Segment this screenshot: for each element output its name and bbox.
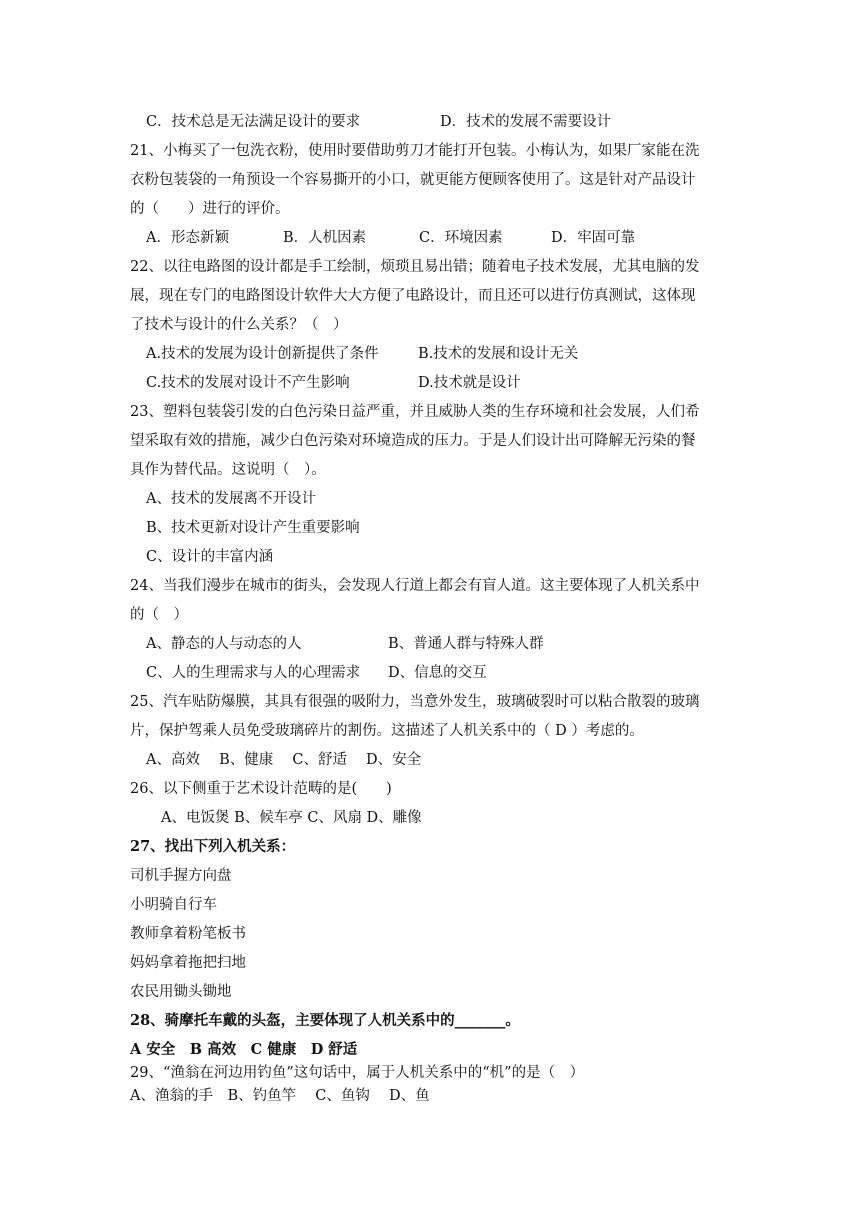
q20-option-d: D．技术的发展不需要设计 (440, 114, 612, 130)
q22-option-c: C.技术的发展对设计不产生影响 (146, 375, 350, 391)
q22-stem-line-1: 22、以往电路图的设计都是手工绘制，烦琐且易出错；随着电子技术发展，尤其电脑的发 (130, 259, 700, 275)
q26-stem: 26、以下侧重于艺术设计范畴的是( ) (130, 781, 392, 797)
q25-options: A、高效 B、健康 C、舒适 D、安全 (146, 752, 422, 768)
q26-options: A、电饭煲 B、候车亭 C、风扇 D、雕像 (161, 810, 422, 826)
q28-stem: 28、骑摩托车戴的头盔，主要体现了人机关系中的_______。 (130, 1012, 520, 1029)
q27-item-1: 司机手握方向盘 (130, 868, 232, 884)
q24-option-c: C、人的生理需求与人的心理需求 (146, 665, 361, 681)
q23-stem-line-1: 23、塑料包装袋引发的白色污染日益严重，并且威胁人类的生存环境和社会发展，人们希 (130, 404, 700, 420)
q24-stem-line-2: 的（ ） (130, 607, 188, 623)
q21-stem-line-3: 的（ ）进行的评价。 (130, 201, 290, 217)
q22-option-b: B.技术的发展和设计无关 (418, 346, 579, 362)
q20-option-c: C．技术总是无法满足设计的要求 (146, 114, 361, 130)
q27-item-4: 妈妈拿着拖把扫地 (130, 955, 246, 971)
q21-stem-line-2: 衣粉包装袋的一角预设一个容易撕开的小口，就更能方便顾客使用了。这是针对产品设计 (130, 172, 696, 188)
q27-stem: 27、找出下列入机关系： (130, 838, 296, 855)
q25-stem-line-2: 片，保护驾乘人员免受玻璃碎片的割伤。这描述了人机关系中的（ D ）考虑的。 (130, 723, 644, 739)
q23-stem-line-2: 望采取有效的措施，减少白色污染对环境造成的压力。于是人们设计出可降解无污染的餐 (130, 433, 696, 449)
q25-stem-line-1: 25、汽车贴防爆膜，其具有很强的吸附力，当意外发生，玻璃破裂时可以粘合散裂的玻璃 (130, 694, 700, 710)
q29-options: A、渔翁的手 B、钓鱼竿 C、鱼钩 D、鱼 (130, 1088, 430, 1104)
q21-option-d: D．牢固可靠 (551, 230, 636, 246)
q23-stem-line-3: 具作为替代品。这说明（ ）。 (130, 462, 326, 478)
q21-stem-line-1: 21、小梅买了一包洗衣粉，使用时要借助剪刀才能打开包装。小梅认为，如果厂家能在洗 (130, 143, 700, 159)
q22-option-a: A.技术的发展为设计创新提供了条件 (146, 346, 379, 362)
q27-item-3: 教师拿着粉笔板书 (130, 926, 246, 942)
q23-option-a: A、技术的发展离不开设计 (146, 491, 316, 507)
q29-stem: 29、“渔翁在河边用钓鱼”这句话中，属于人机关系中的“机”的是（ ） (130, 1065, 585, 1081)
q23-option-b: B、技术更新对设计产生重要影响 (146, 520, 360, 536)
q22-stem-line-3: 了技术与设计的什么关系？（ ） (130, 317, 348, 333)
q21-option-b: B．人机因素 (283, 230, 367, 246)
q24-stem-line-1: 24、当我们漫步在城市的街头，会发现人行道上都会有盲人道。这主要体现了人机关系中 (130, 578, 700, 594)
q21-option-c: C．环境因素 (419, 230, 503, 246)
q22-option-d: D.技术就是设计 (418, 375, 521, 391)
q24-option-d: D、信息的交互 (388, 665, 487, 681)
q21-option-a: A．形态新颖 (146, 230, 229, 246)
q22-stem-line-2: 展，现在专门的电路图设计软件大大方便了电路设计，而且还可以进行仿真测试，这体现 (130, 288, 696, 304)
q27-item-2: 小明骑自行车 (130, 897, 217, 913)
q24-option-b: B、普通人群与特殊人群 (388, 636, 544, 652)
q28-options: A 安全 B 高效 C 健康 D 舒适 (130, 1041, 358, 1058)
q23-option-c: C、设计的丰富内涵 (146, 549, 274, 565)
q27-item-5: 农民用锄头锄地 (130, 984, 232, 1000)
q24-option-a: A、静态的人与动态的人 (146, 636, 302, 652)
